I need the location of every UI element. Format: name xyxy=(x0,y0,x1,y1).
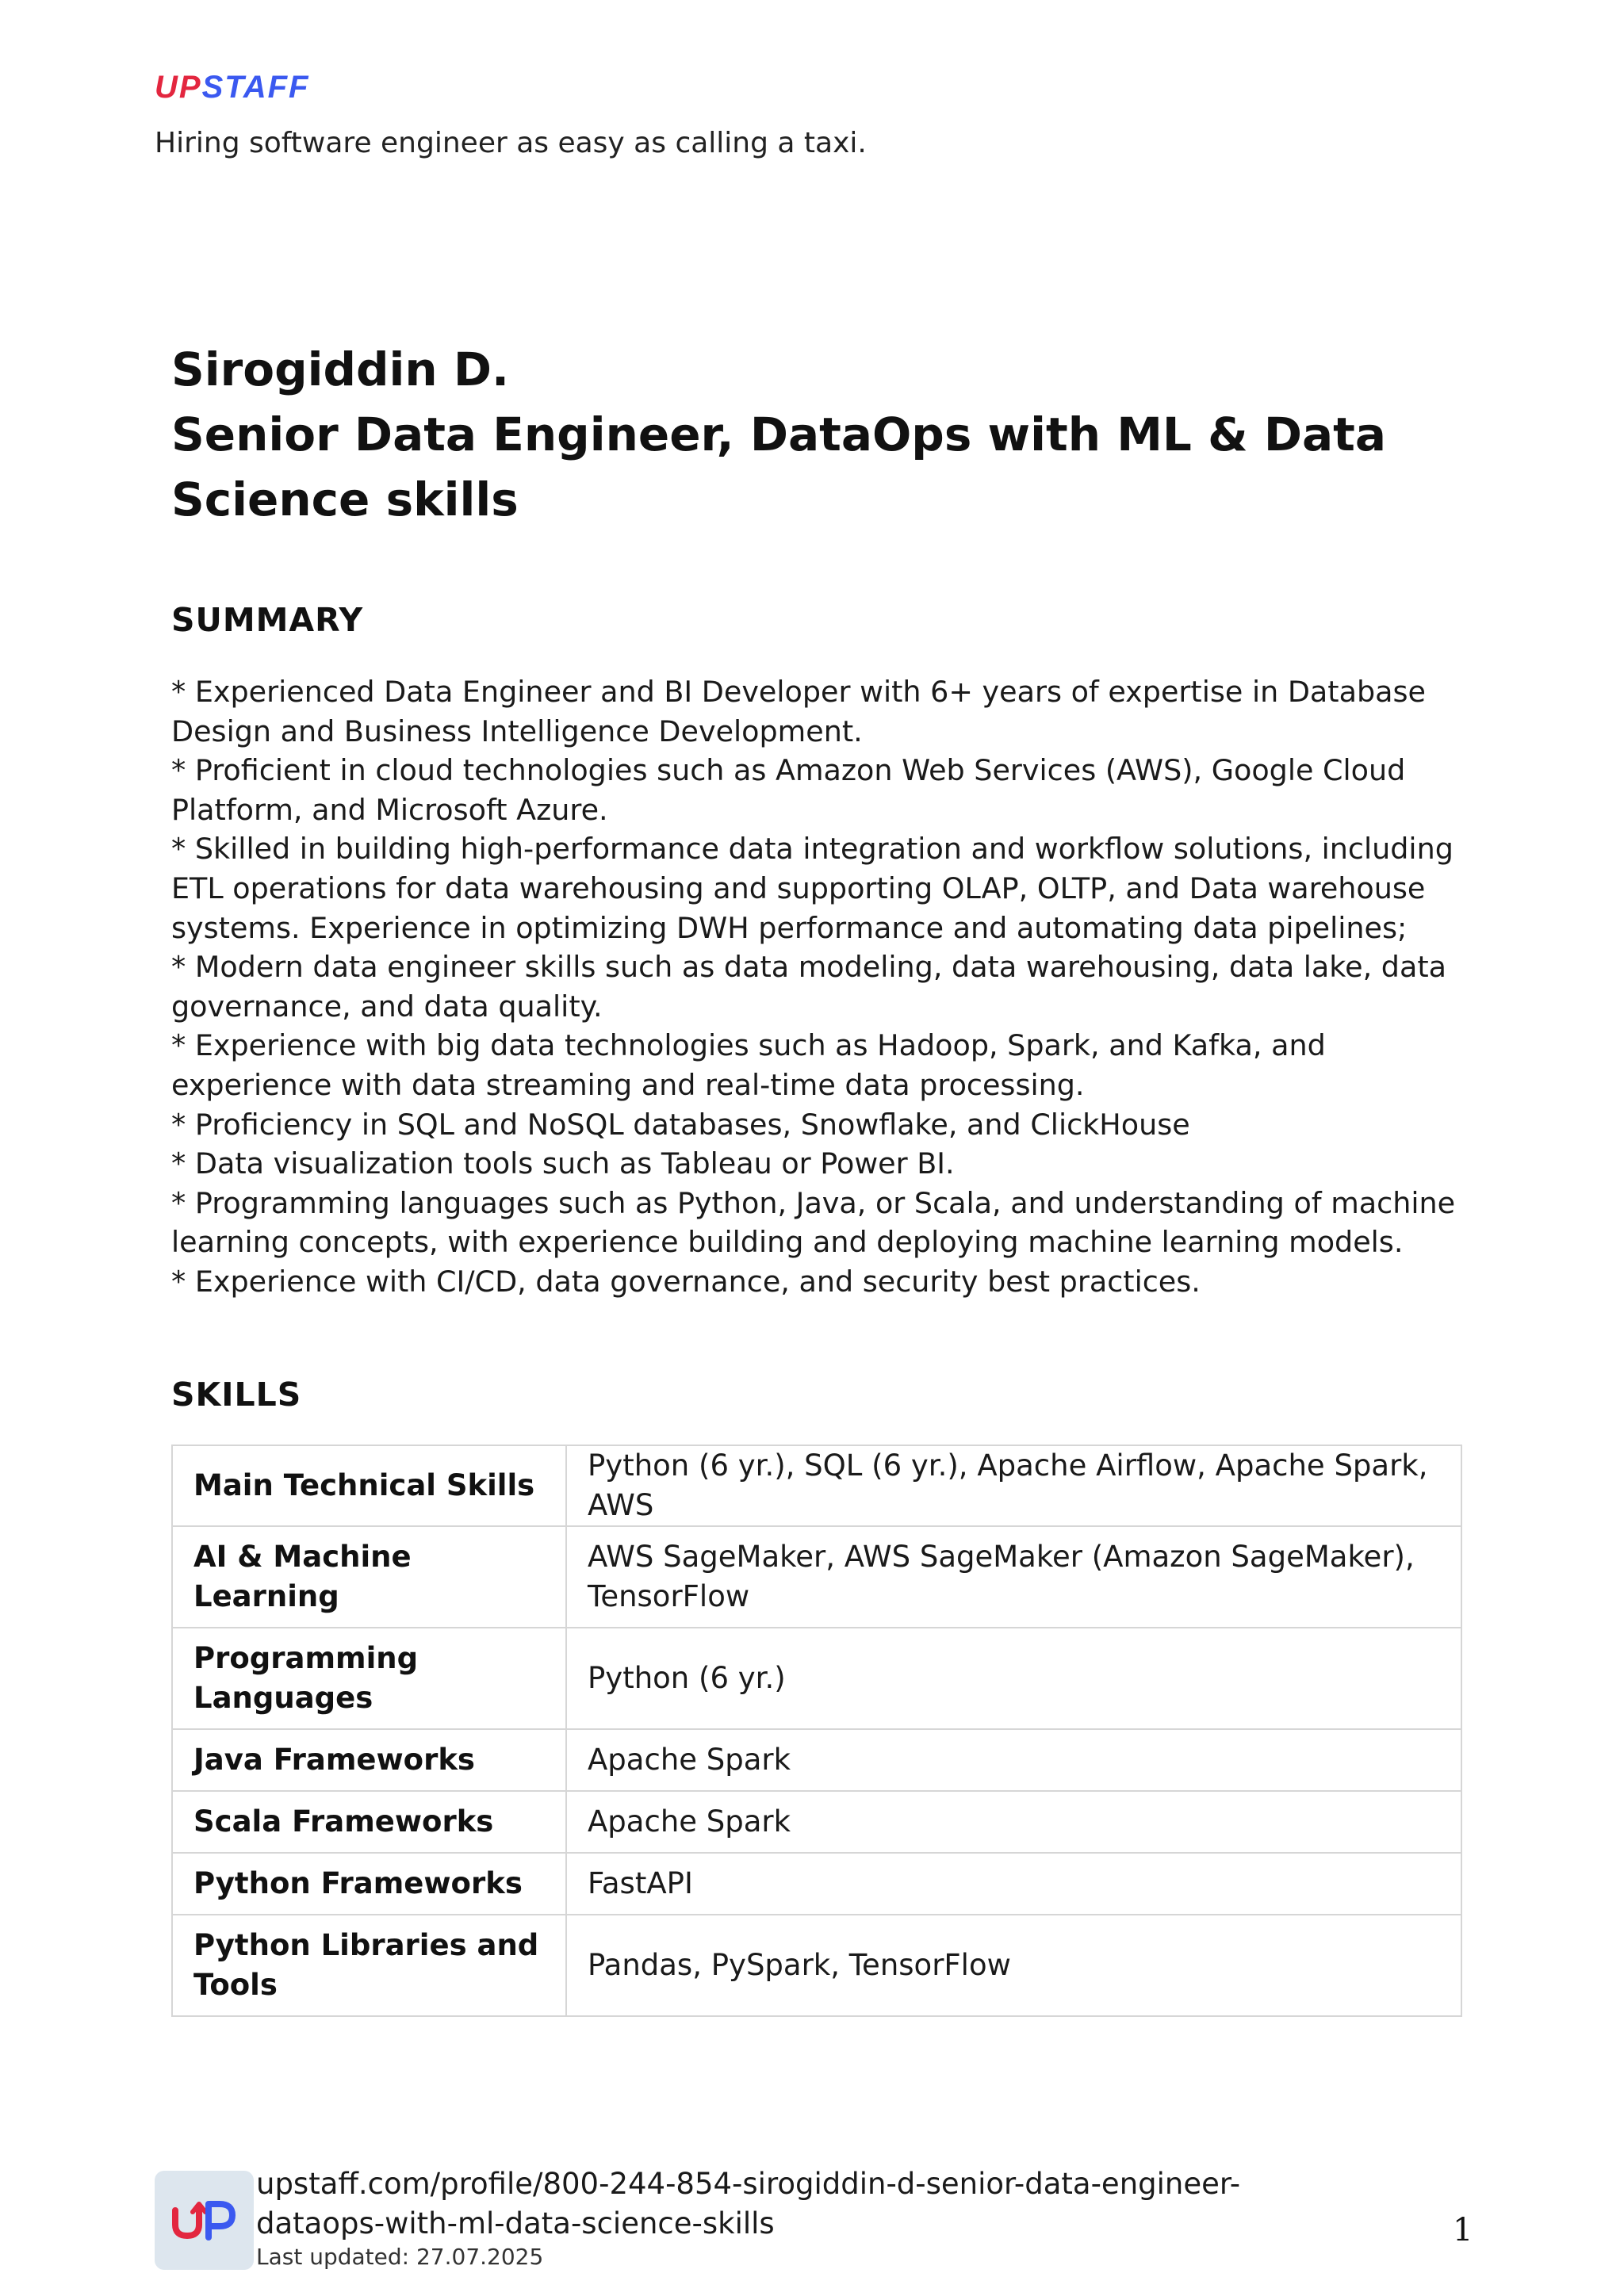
skill-category: Python Frameworks xyxy=(172,1853,566,1915)
skill-category: Python Libraries and Tools xyxy=(172,1915,566,2016)
skill-value: Pandas, PySpark, TensorFlow xyxy=(566,1915,1461,2016)
skills-table xyxy=(171,1445,1462,2017)
table-row xyxy=(172,1445,1461,1526)
summary-text xyxy=(171,672,1472,1302)
summary-line: * Proficient in cloud technologies such as Amazon Web Services (AWS), Google Cloud Platform, and Microsoft Azure. xyxy=(171,753,1406,827)
table-row xyxy=(172,1791,1461,1853)
skill-value: Python (6 yr.) xyxy=(566,1628,1461,1729)
candidate-role: Senior Data Engineer, DataOps with ML & Data Science skills xyxy=(171,408,1386,526)
skill-value: Apache Spark xyxy=(566,1729,1461,1791)
summary-line: * Experience with big data technologies such as Hadoop, Spark, and Kafka, and experience with data streaming and real-time data processing. xyxy=(171,1028,1326,1102)
table-row xyxy=(172,1729,1461,1791)
summary-line: * Modern data engineer skills such as data modeling, data warehousing, data lake, data governance, and data quality. xyxy=(171,950,1447,1024)
table-row xyxy=(172,1915,1461,2016)
skill-value: Python (6 yr.), SQL (6 yr.), Apache Airflow, Apache Spark, AWS xyxy=(566,1445,1461,1526)
up-logo-icon xyxy=(170,2199,239,2241)
profile-url-link[interactable]: upstaff.com/profile/800-244-854-sirogiddin-d-senior-data-engineer-dataops-with-ml-data-science-skills xyxy=(256,2167,1241,2241)
summary-line: * Data visualization tools such as Tableau or Power BI. xyxy=(171,1146,955,1181)
summary-line: * Proficiency in SQL and NoSQL databases, Snowflake, and ClickHouse xyxy=(171,1107,1190,1142)
upstaff-logo[interactable] xyxy=(155,71,309,103)
skill-category: Java Frameworks xyxy=(172,1729,566,1791)
summary-line: * Programming languages such as Python, Java, or Scala, and understanding of machine learning concepts, with experience building and deploying machine learning models. xyxy=(171,1185,1456,1260)
logo-wordmark: UPSTAFF xyxy=(155,70,310,105)
skill-value: Apache Spark xyxy=(566,1791,1461,1853)
skill-category: Scala Frameworks xyxy=(172,1791,566,1853)
last-updated: Last updated: 27.07.2025 xyxy=(256,2244,544,2270)
candidate-name: Sirogiddin D. xyxy=(171,342,510,396)
page-number: 1 xyxy=(1453,2212,1473,2248)
skill-category: Programming Languages xyxy=(172,1628,566,1729)
skill-value: FastAPI xyxy=(566,1853,1461,1915)
summary-line: * Experienced Data Engineer and BI Developer with 6+ years of expertise in Database Design and Business Intelligence Development. xyxy=(171,675,1426,748)
upstaff-app-icon[interactable] xyxy=(155,2171,254,2270)
tagline: Hiring software engineer as easy as calling a taxi. xyxy=(155,127,867,159)
summary-line: * Experience with CI/CD, data governance, and security best practices. xyxy=(171,1264,1201,1299)
profile-title xyxy=(171,337,1472,532)
skill-value: AWS SageMaker, AWS SageMaker (Amazon SageMaker), TensorFlow xyxy=(566,1526,1461,1628)
skill-category: Main Technical Skills xyxy=(172,1445,566,1526)
table-row xyxy=(172,1853,1461,1915)
table-row xyxy=(172,1526,1461,1628)
skills-heading: SKILLS xyxy=(171,1376,302,1414)
summary-heading: SUMMARY xyxy=(171,601,364,639)
summary-line: * Skilled in building high-performance data integration and workflow solutions, including ETL operations for data warehousing and supporting OLAP, OLTP, and Data warehouse systems. Experience in optimizing DWH performance and automating data pipelines; xyxy=(171,832,1454,945)
table-row xyxy=(172,1628,1461,1729)
skill-category: AI & Machine Learning xyxy=(172,1526,566,1628)
